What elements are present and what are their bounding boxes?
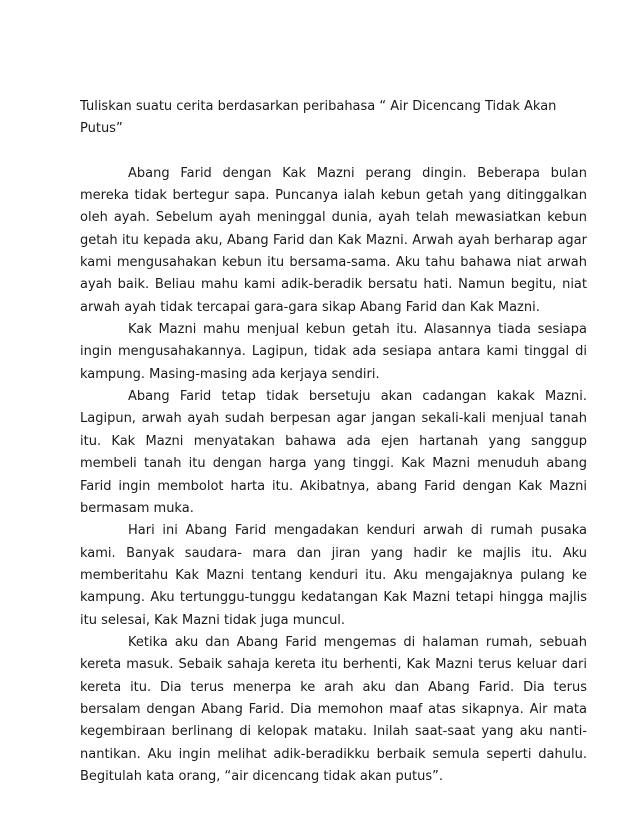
essay-title: Tuliskan suatu cerita berdasarkan peribahasa “ Air Dicencang Tidak Akan Putus” (80, 99, 557, 137)
essay-body (80, 96, 587, 788)
paragraph-5: Ketika aku dan Abang Farid mengemas di halaman rumah, sebuah kereta masuk. Sebaik sahaja kereta itu berhenti, Kak Mazni terus keluar dari kereta itu. Dia terus menerpa ke arah aku dan Abang Farid. Dia terus bersalam dengan Abang Farid. Dia memohon maaf atas sikapnya. Air mata kegembiraan berlinang di kelopak mataku. Inilah saat-saat yang aku nanti-nantikan. Aku ingin melihat adik-beradikku berbaik semula seperti dahulu. Begitulah kata orang, “air dicencang tidak akan putus”. (80, 634, 587, 784)
paragraph-3: Abang Farid tetap tidak bersetuju akan cadangan kakak Mazni. Lagipun, arwah ayah sudah berpesan agar jangan sekali-kali menjual tanah itu. Kak Mazni menyatakan bahawa ada ejen hartanah yang sanggup membeli tanah itu dengan harga yang tinggi. Kak Mazni menuduh abang Farid ingin membolot harta itu. Akibatnya, abang Farid dengan Kak Mazni bermasam muka. (80, 389, 587, 516)
paragraph-2: Kak Mazni mahu menjual kebun getah itu. Alasannya tiada sesiapa ingin mengusahakannya. Lagipun, tidak ada sesiapa antara kami tinggal di kampung. Masing-masing ada kerjaya sendiri. (80, 322, 587, 382)
paragraph-1: Abang Farid dengan Kak Mazni perang dingin. Beberapa bulan mereka tidak bertegur sapa. Puncanya ialah kebun getah yang ditinggalkan oleh ayah. Sebelum ayah meninggal dunia, ayah telah mewasiatkan kebun getah itu kepada aku, Abang Farid dan Kak Mazni. Arwah ayah berharap agar kami mengusahakan kebun itu bersama-sama. Aku tahu bahawa niat arwah ayah baik. Beliau mahu kami adik-beradik bersatu hati. Namun begitu, niat arwah ayah tidak tercapai gara-gara sikap Abang Farid dan Kak Mazni. (80, 165, 587, 315)
paragraph-4: Hari ini Abang Farid mengadakan kenduri arwah di rumah pusaka kami. Banyak saudara- mara dan jiran yang hadir ke majlis itu. Aku memberitahu Kak Mazni tentang kenduri itu. Aku mengajaknya pulang ke kampung. Aku tertunggu-tunggu kedatangan Kak Mazni tetapi hingga majlis itu selesai, Kak Mazni tidak juga muncul. (80, 523, 587, 628)
